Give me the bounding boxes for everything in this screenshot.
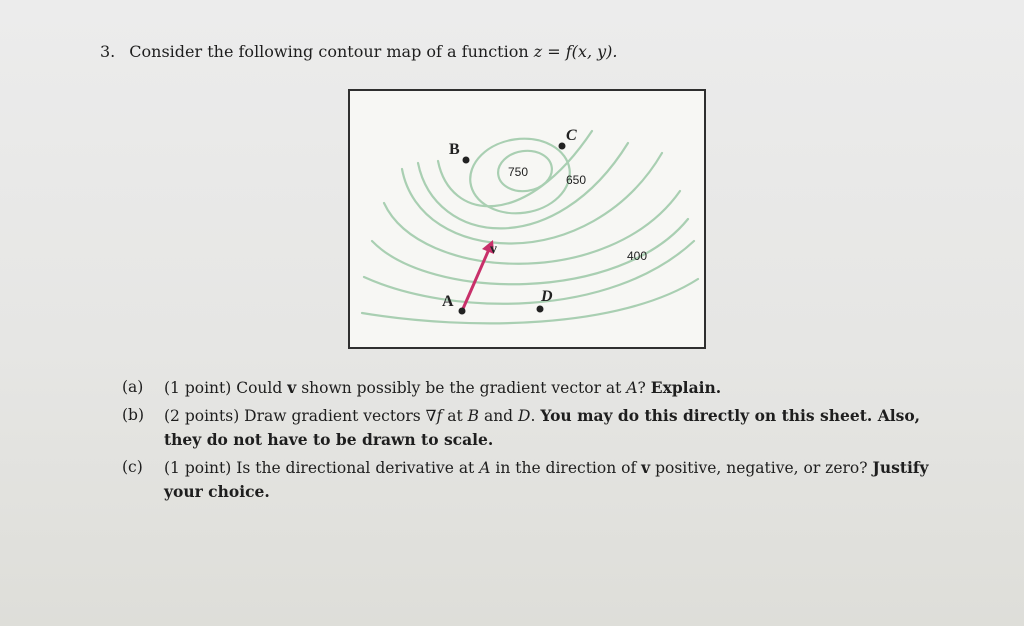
part-label: (c) [122, 458, 143, 476]
function-symbol: f [436, 407, 443, 425]
point-d-label: D [541, 288, 553, 305]
part-text: (1 point) Is the directional derivative at [164, 459, 475, 477]
point-c-label: C [566, 127, 577, 144]
problem-number: 3. [100, 42, 116, 61]
contour-map [348, 89, 706, 349]
point-c-dot [559, 143, 566, 150]
point-a-dot [459, 308, 466, 315]
contour-label-400: 400 [627, 249, 648, 263]
problem-header [100, 42, 617, 61]
part-a [122, 376, 942, 400]
point-symbol: D [518, 407, 531, 425]
part-text: positive, negative, or zero? [655, 459, 868, 477]
point-symbol: B [467, 407, 480, 425]
vector-symbol: v [287, 378, 297, 397]
part-text: and [483, 407, 514, 425]
contour-line-5 [402, 153, 662, 244]
part-text: (1 point) Could [164, 379, 283, 397]
part-emphasis: Explain. [650, 378, 722, 397]
part-text: in the direction of [495, 459, 637, 477]
question-parts [122, 376, 942, 508]
part-text: ? [637, 379, 646, 397]
function-expression: z = f(x, y). [533, 42, 618, 61]
part-b [122, 404, 942, 452]
part-emphasis: Justify your choice. [164, 458, 929, 501]
part-label: (a) [122, 378, 144, 396]
point-b-label: B [449, 141, 460, 158]
part-text: . [530, 407, 536, 425]
contour-label-750: 750 [507, 165, 529, 179]
contour-label-650: 650 [566, 173, 587, 187]
point-b-dot [463, 157, 470, 164]
vector-v [462, 247, 490, 311]
point-a-label: A [442, 293, 454, 310]
problem-statement: Consider the following contour map of a function [129, 42, 529, 61]
point-symbol: A [479, 459, 491, 477]
point-symbol: A [626, 379, 638, 397]
part-text: at [447, 407, 463, 425]
point-d-dot [537, 306, 544, 313]
contour-map-drawing [350, 91, 704, 347]
part-c [122, 456, 942, 504]
vector-v-label: v [490, 242, 497, 257]
contour-line-9 [362, 279, 698, 323]
part-emphasis: You may do this directly on this sheet. Also, they do not have to be drawn to scale. [164, 406, 921, 449]
part-text: (2 points) Draw gradient vectors ∇ [164, 407, 437, 425]
part-label: (b) [122, 406, 145, 424]
part-text: shown possibly be the gradient vector at [301, 379, 622, 397]
vector-symbol: v [641, 458, 651, 477]
